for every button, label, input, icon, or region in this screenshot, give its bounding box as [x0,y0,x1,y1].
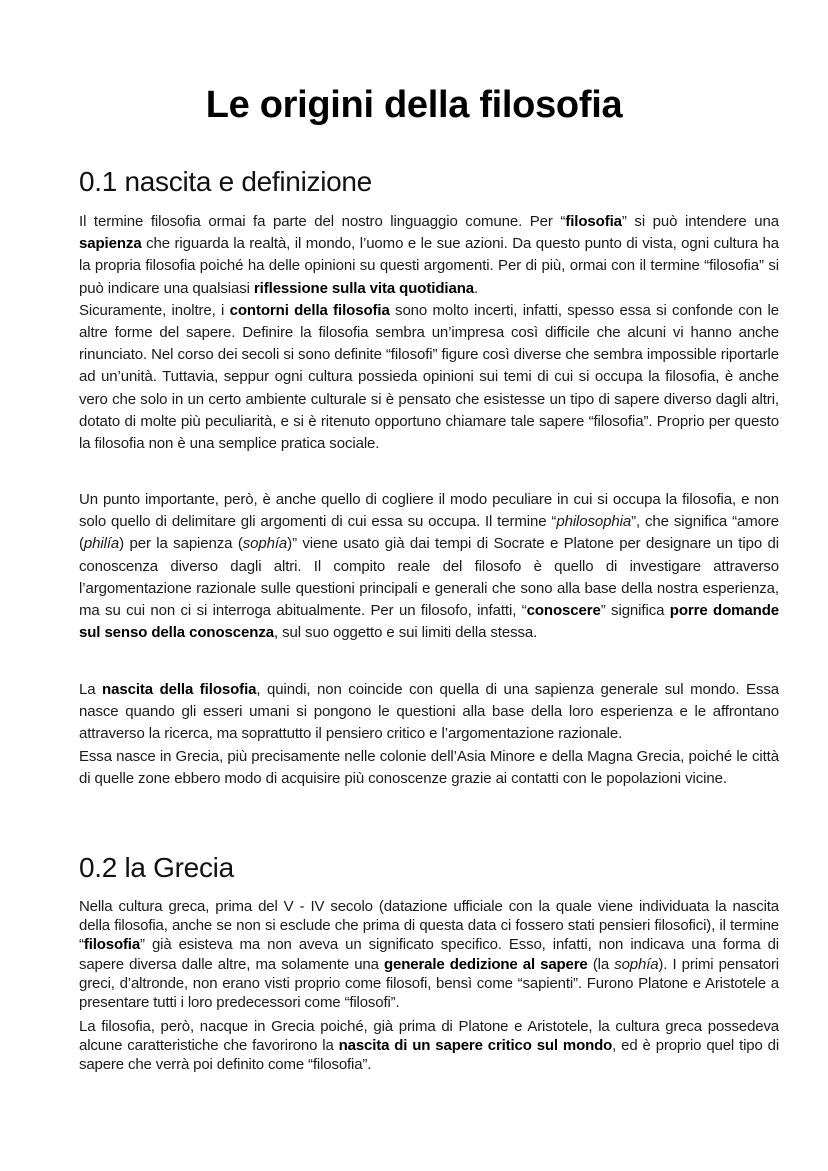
paragraph [79,897,779,1012]
text-run: )” viene usato già dai tempi di Socrate e Platone per designare un tipo di conoscenza diverso dagli altri. Il compito reale del filosofo è quello di investigare attraverso l’argomentazione razionale sulle questioni principali e generali che sono alla base della nostra esperienza, ma su cui non ci si interroga abitualmente. Per un filosofo, infatti, “ [79,535,779,620]
italic-term: sophía [614,955,659,973]
bold-emphasis: generale dedizione al sapere [384,955,588,973]
text-run: ” significa [600,602,670,620]
document-title: Le origini della filosofia [205,84,623,126]
paragraph [79,211,779,455]
bold-emphasis: riflessione sulla vita quotidiana [253,279,475,297]
text-run: ” già esisteva ma non aveva un significato specifico. Esso, infatti, non indicava una forma di sapere diversa dalle altre, ma solamente una [79,936,779,973]
text-run: che riguarda la realtà, il mondo, l’uomo e le sue azioni. Da questo punto di vista, ogni cultura ha la propria filosofia poiché ha delle opinioni su questi argomenti. Per di più, ormai con il termine “filosofia” si può indicare una qualsiasi [79,235,779,297]
bold-emphasis: filosofia [565,213,622,230]
bold-emphasis: conoscere [526,602,601,620]
text-run: La filosofia, però, nacque in Grecia poiché, già prima di Platone e Aristotele, la cultura greca possedeva alcune caratteristiche che favorirono la [79,1018,779,1055]
text-run: , quindi, non coincide con quella di una sapienza generale sul mondo. Essa nasce quando gli esseri umani si pongono le questioni alla base della loro esperienza e le affrontano attraverso la ricerca, ma soprattutto il pensiero critico e l’argomentazione razionale. [79,681,779,743]
text-run: . [474,279,479,297]
paragraph [79,489,779,644]
text-run: (la [587,955,615,973]
paragraph [79,1017,779,1075]
italic-term: philosophia [556,513,632,531]
bold-emphasis: nascita della filosofia [102,681,257,698]
text-run: ). I primi pensatori greci, d’altronde, non erano visti proprio come filosofi, bensì come “sapienti”. Furono Platone e Aristotele a presentare tutti i loro predecessori come “filosofi”. [79,955,779,1012]
italic-term: sophía [242,535,288,553]
bold-emphasis: contorni della filosofia [229,301,390,319]
text-run: Nella cultura greca, prima del V - IV secolo (datazione ufficiale con la quale viene individuata la nascita della filosofia, anche se non si esclude che prima di questa data ci fossero stati pensieri filosofici), il termine “ [79,898,779,954]
text-run: Sicuramente, inoltre, i [79,301,230,319]
text-run: , ed è proprio quel tipo di sapere che verrà poi definito come “filosofia”. [79,1037,780,1074]
text-run: sono molto incerti, infatti, spesso essa si confonde con le altre forme del sapere. Definire la filosofia sembra un’impresa così difficile che alcuni vi hanno anche rinunciato. Nel corso dei secoli si sono definite “filosofi” figure così diverse che sembra impossible riportarle ad un’unità. Tuttavia, seppur ogni cultura possieda opinioni sui temi di cui si occupa la filosofia, è anche vero che solo in un certo ambiente culturale si è pensato che esistesse un tipo di sapere diverso dagli altri, dotato di molte più peculiarità, e si è ritenuto opportuno chiamare tale sapere “filosofia”. Proprio per questo la filosofia non è una semplice pratica sociale. [79,301,779,453]
text-run: ) per la sapienza ( [119,535,243,553]
paragraph [79,679,779,790]
text-run: ” si può intendere una [621,213,780,230]
text-run: Un punto importante, però, è anche quello di cogliere il modo peculiare in cui si occupa la filosofia, e non solo quello di delimitare gli argomenti di cui essa su occupa. Il termine “ [79,491,779,531]
italic-term: philía [83,535,120,553]
text-run: La [79,681,103,698]
section-heading-la-grecia: 0.2 la Grecia [79,852,234,883]
text-run: , sul suo oggetto e sui limiti della stessa. [273,624,538,642]
text-run: ”, che significa “amore ( [79,513,779,553]
section-heading-nascita-e-definizione: 0.1 nascita e definizione [79,166,372,197]
bold-emphasis: porre domande sul senso della conoscenza [79,602,779,642]
text-run: Il termine filosofia ormai fa parte del nostro linguaggio comune. Per “ [79,213,566,230]
bold-emphasis: nascita di un sapere critico sul mondo [338,1037,613,1055]
text-run: Essa nasce in Grecia, più precisamente nelle colonie dell’Asia Minore e della Magna Grecia, poiché le città di quelle zone ebbero modo di acquisire più conoscenze grazie ai contatti con le popolazioni vicine. [79,747,779,787]
bold-emphasis: filosofia [83,936,141,954]
bold-emphasis: sapienza [79,235,142,253]
